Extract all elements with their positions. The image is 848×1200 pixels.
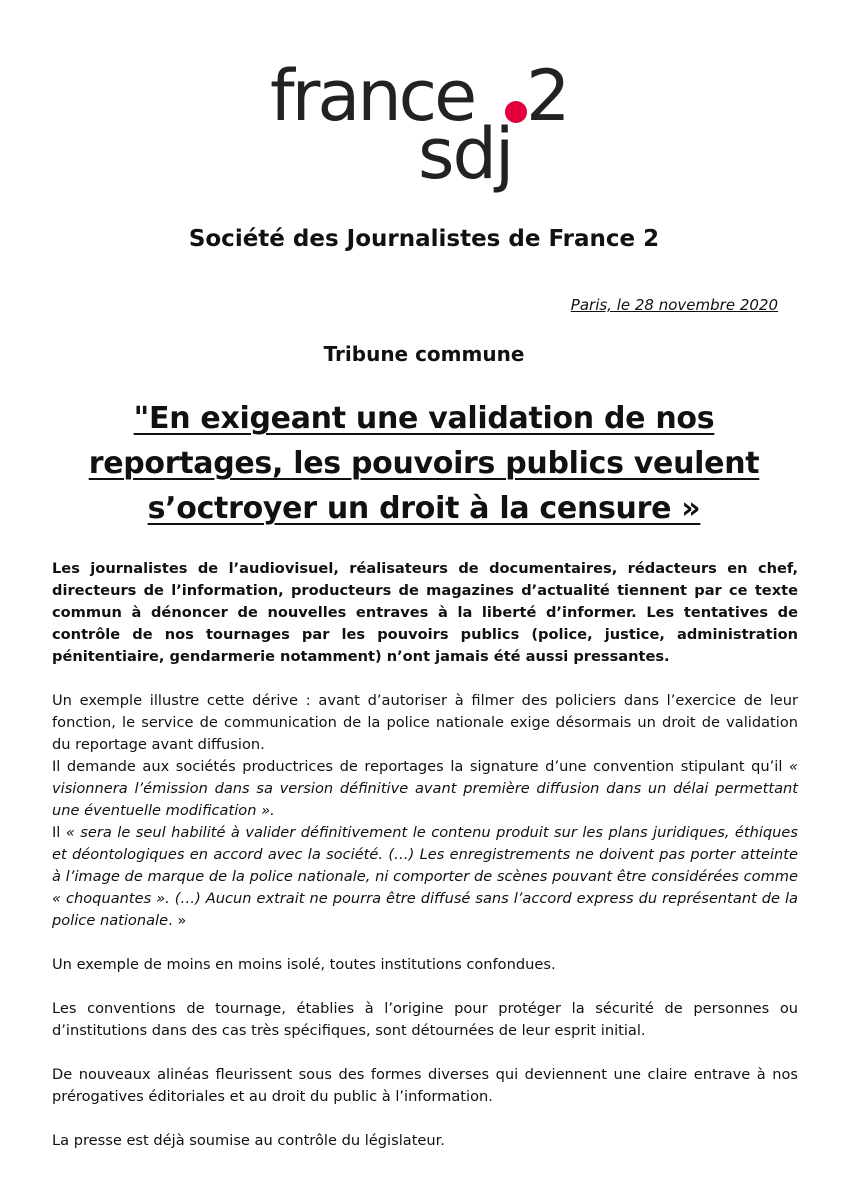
paragraph-7: La presse est déjà soumise au contrôle du législateur. <box>52 1132 445 1149</box>
paragraph-6: De nouveaux alinéas fleurissent sous des formes diverses qui deviennent une claire entrave à nos prérogatives éditoriales et au droit du public à l’information. <box>52 1066 798 1105</box>
logo-number: 2 <box>526 55 571 137</box>
article-body <box>52 558 798 1152</box>
paragraph-5: Les conventions de tournage, établies à l’origine pour protéger la sécurité de personnes ou d’institutions dans des cas très spécifiques, sont détournées de leur esprit initial. <box>52 1000 798 1039</box>
organization-title: Société des Journalistes de France 2 <box>188 226 660 252</box>
headline-text: "En exigeant une validation de nos reportages, les pouvoirs publics veulent s’octroyer un droit à la censure » <box>88 401 760 526</box>
paragraph-3 <box>52 822 798 932</box>
paragraph-1: Un exemple illustre cette dérive : avant d’autoriser à filmer des policiers dans l’exercice de leur fonction, le service de communication de la police nationale exige désormais un droit de validation du reportage avant diffusion. <box>52 692 798 753</box>
paragraph-3-end: . » <box>168 912 187 929</box>
paragraph-2 <box>52 756 798 822</box>
document-kicker: Tribune commune <box>323 342 525 366</box>
logo-sub-text: sdj <box>418 113 513 195</box>
lead-paragraph: Les journalistes de l’audiovisuel, réalisateurs de documentaires, rédacteurs en chef, directeurs de l’information, producteurs de magazines d’actualité tiennent par ce texte commun à dénoncer de nouvelles entraves à la liberté d’informer. Les tentatives de contrôle de nos tournages par les pouvoirs publics (police, justice, administration pénitentiaire, gendarmerie notamment) n’ont jamais été aussi pressantes. <box>52 560 798 665</box>
logo-brand-text: france <box>270 55 475 137</box>
paragraph-3-quote: « sera le seul habilité à valider définitivement le contenu produit sur les plans juridiques, éthiques et déontologiques en accord avec la société. (…) Les enregistrements ne doivent pas porter atteinte à l’image de marque de la police nationale, ni comporter de scènes pouvant être considérées comme « choquantes ». (…) Aucun extrait ne pourra être diffusé sans l’accord express du représentant de la police nationale <box>52 824 798 929</box>
document-date: Paris, le 28 novembre 2020 <box>570 296 778 314</box>
headline <box>40 396 808 531</box>
paragraph-4: Un exemple de moins en moins isolé, toutes institutions confondues. <box>52 956 556 973</box>
france2-sdj-logo <box>0 56 848 196</box>
paragraph-3-intro: Il <box>52 824 61 841</box>
paragraph-2-intro: Il demande aux sociétés productrices de reportages la signature d’une convention stipulant qu’il <box>52 758 783 775</box>
paragraph-2-quote: « visionnera l’émission dans sa version définitive avant première diffusion dans un délai permettant une éventuelle modification ». <box>52 758 798 819</box>
